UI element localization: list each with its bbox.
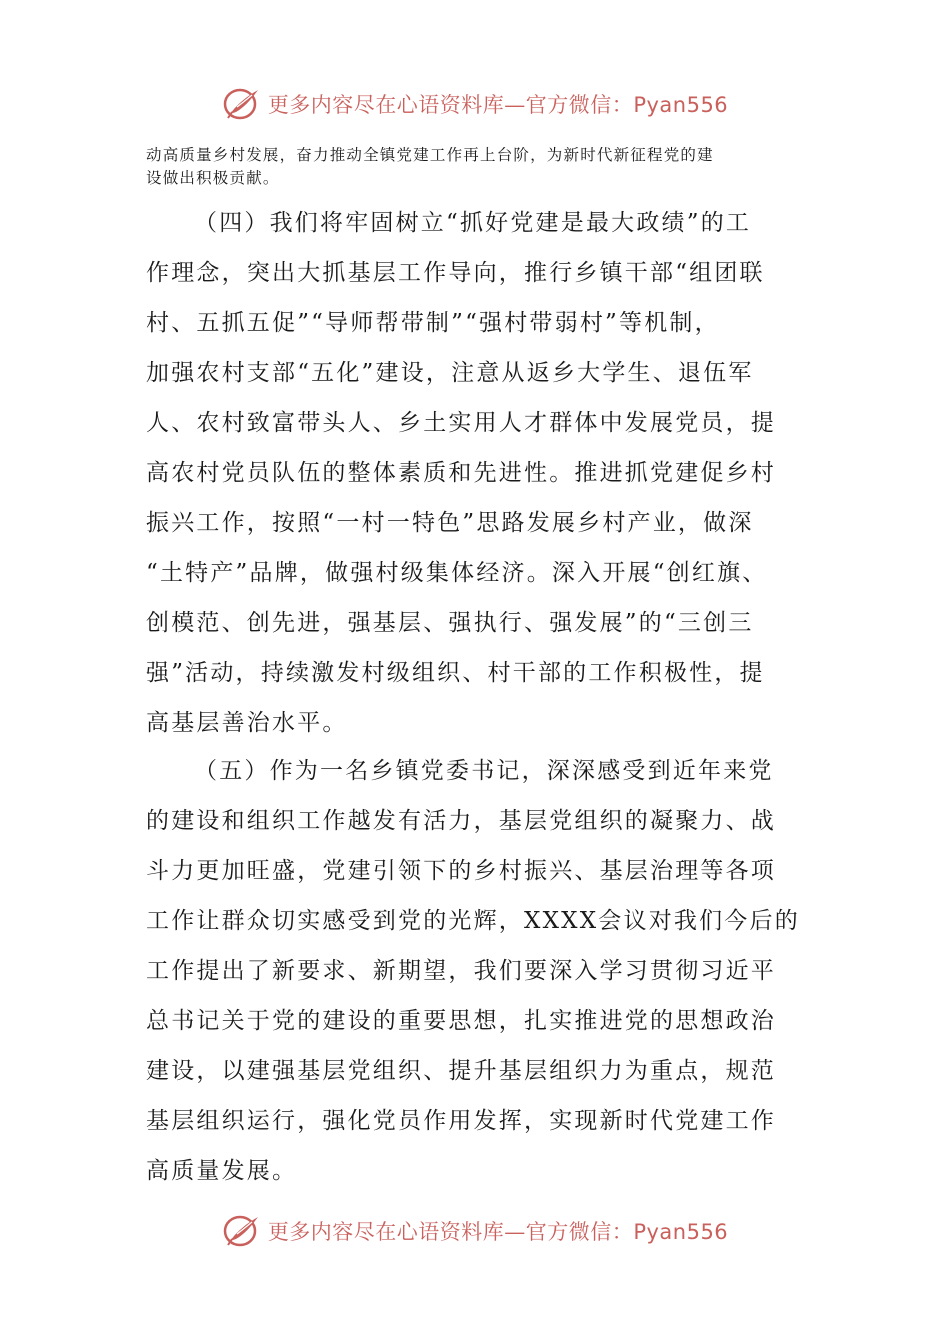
continuation-line: 动高质量乡村发展，奋力推动全镇党建工作再上台阶，为新时代新征程党的建 bbox=[146, 146, 714, 164]
header-banner-label: 更多内容尽在心语资料库—官方微信： bbox=[267, 93, 634, 117]
paragraph-line: （四）我们将牢固树立“抓好党建是最大政绩”的工 bbox=[194, 210, 752, 236]
quill-logo-icon bbox=[222, 86, 262, 122]
paragraph-line: 强”活动，持续激发村级组织、村干部的工作积极性，提 bbox=[146, 660, 765, 686]
paragraph-line: 总书记关于党的建设的重要思想，扎实推进党的思想政治 bbox=[146, 1008, 776, 1034]
quill-logo-icon bbox=[222, 1213, 262, 1249]
footer-banner bbox=[0, 1211, 950, 1251]
paragraph-line: 高基层善治水平。 bbox=[146, 710, 348, 736]
paragraph-line: 人、农村致富带头人、乡土实用人才群体中发展党员，提 bbox=[146, 410, 776, 436]
paragraph-line: “土特产”品牌，做强村级集体经济。深入开展“创红旗、 bbox=[146, 560, 768, 586]
paragraph-line: 创模范、创先进，强基层、强执行、强发展”的“三创三 bbox=[146, 610, 754, 636]
footer-banner-text bbox=[268, 1216, 728, 1246]
paragraph-line: 斗力更加旺盛，党建引领下的乡村振兴、基层治理等各项 bbox=[146, 858, 776, 884]
paragraph-line: 高质量发展。 bbox=[146, 1158, 298, 1184]
paragraph-four bbox=[146, 198, 806, 748]
paragraph-line: 工作提出了新要求、新期望，我们要深入学习贯彻习近平 bbox=[146, 958, 776, 984]
paragraph-line: 的建设和组织工作越发有活力，基层党组织的凝聚力、战 bbox=[146, 808, 776, 834]
paragraph-line: 作理念，突出大抓基层工作导向，推行乡镇干部“组团联 bbox=[146, 260, 765, 286]
header-wechat-id: Pyan556 bbox=[633, 93, 729, 117]
header-banner-text bbox=[268, 89, 728, 119]
continuation-line: 设做出积极贡献。 bbox=[146, 169, 280, 187]
paragraph-line: 高农村党员队伍的整体素质和先进性。推进抓党建促乡村 bbox=[146, 460, 776, 486]
paragraph-line: （五）作为一名乡镇党委书记，深深感受到近年来党 bbox=[194, 758, 774, 784]
footer-banner-label: 更多内容尽在心语资料库—官方微信： bbox=[267, 1220, 634, 1244]
continuation-text bbox=[146, 144, 806, 190]
paragraph-line: 建设，以建强基层党组织、提升基层组织力为重点，规范 bbox=[146, 1058, 776, 1084]
paragraph-line: 工作让群众切实感受到党的光辉，XXXX会议对我们今后的 bbox=[146, 908, 800, 934]
header-banner bbox=[0, 84, 950, 124]
footer-wechat-id: Pyan556 bbox=[633, 1220, 729, 1244]
paragraph-line: 基层组织运行，强化党员作用发挥，实现新时代党建工作 bbox=[146, 1108, 776, 1134]
paragraph-line: 加强农村支部“五化”建设，注意从返乡大学生、退伍军 bbox=[146, 360, 754, 386]
paragraph-five bbox=[146, 746, 806, 1196]
paragraph-line: 村、五抓五促”“导师帮带制”“强村带弱村”等机制， bbox=[146, 310, 720, 336]
paragraph-line: 振兴工作，按照“一村一特色”思路发展乡村产业，做深 bbox=[146, 510, 754, 536]
